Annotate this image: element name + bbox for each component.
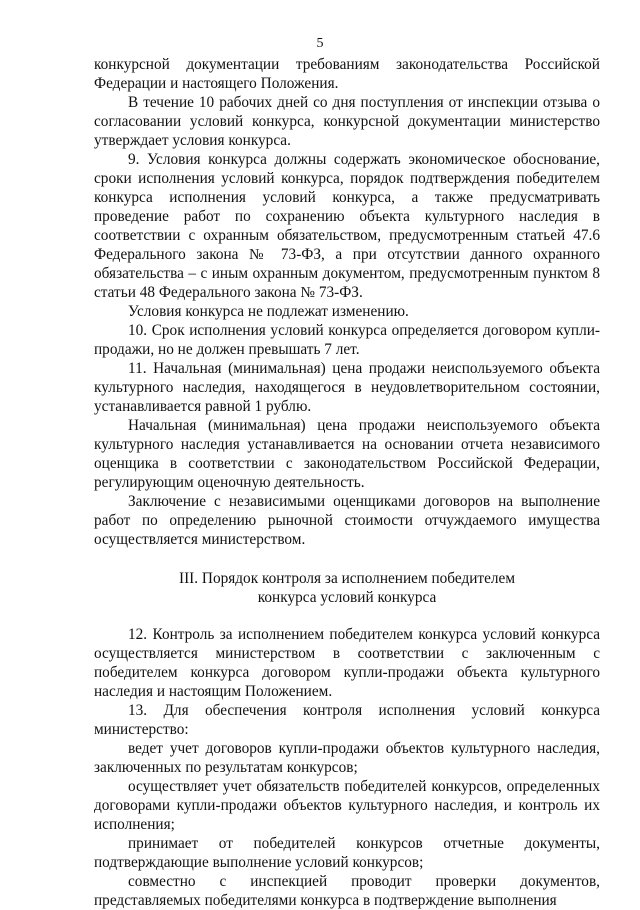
paragraph: 12. Контроль за исполнением победителем конкурса условий конкурса осуществляется министерством в соответствии с заключенным с победителем конкурса договором купли-продажи объекта культурного наследия и настоящим Положением. <box>94 626 600 700</box>
paragraph: 11. Начальная (минимальная) цена продажи неиспользуемого объекта культурного наследия, находящегося в неудовлетворительном состоянии, устанавливается равной 1 рублю. <box>94 360 600 415</box>
paragraph: Заключение с независимыми оценщиками договоров на выполнение работ по определению рыночной стоимости отчуждаемого имущества осуществляется министерством. <box>94 493 600 548</box>
paragraph: 13. Для обеспечения контроля исполнения условий конкурса министерство: <box>94 702 600 738</box>
page-number: 5 <box>316 36 324 51</box>
paragraph: принимает от победителей конкурсов отчетные документы, подтверждающие выполнение условий конкурсов; <box>94 835 600 871</box>
spacer <box>94 549 600 569</box>
paragraph: 10. Срок исполнения условий конкурса определяется договором купли-продажи, но не должен превышать 7 лет. <box>94 322 600 358</box>
paragraph: конкурсной документации требованиям законодательства Российской Федерации и настоящего Положения. <box>94 56 600 92</box>
paragraph: 9. Условия конкурса должны содержать экономическое обоснование, сроки исполнения условий конкурса, порядок подтверждения победителем конкурса исполнения условий конкурса, а также предусматривать проведение работ по сохранению объекта культурного наследия в соответствии с охранным обязательством, предусмотренным статьей 47.6 Федерального закона № 73-ФЗ, а при отсутствии данного охранного обязательства – с иным охранным документом, предусмотренным пунктом 8 статьи 48 Федерального закона № 73-ФЗ. <box>94 151 600 301</box>
paragraph: совместно с инспекцией проводит проверки документов, представляемых победителями конкурса в подтверждение выполнения <box>94 873 600 909</box>
section-heading-line-2: конкурса условий конкурса <box>257 589 437 606</box>
paragraph: В течение 10 рабочих дней со дня поступления от инспекции отзыва о согласовании условий конкурса, конкурсной документации министерство утверждает условия конкурса. <box>94 94 600 149</box>
paragraph: осуществляет учет обязательств победителей конкурсов, определенных договорами купли-продажи объектов культурного наследия, и контроль их исполнения; <box>94 778 600 833</box>
paragraph: ведет учет договоров купли-продажи объектов культурного наследия, заключенных по результатам конкурсов; <box>94 740 600 776</box>
spacer <box>94 607 600 625</box>
section-heading-line-1: III. Порядок контроля за исполнением победителем <box>178 570 516 587</box>
paragraph: Начальная (минимальная) цена продажи неиспользуемого объекта культурного наследия устанавливается на основании отчета независимого оценщика в соответствии с законодательством Российской Федерации, регулирующим оценочную деятельность. <box>94 417 600 491</box>
document-body <box>94 55 600 910</box>
paragraph: Условия конкурса не подлежат изменению. <box>128 303 409 320</box>
